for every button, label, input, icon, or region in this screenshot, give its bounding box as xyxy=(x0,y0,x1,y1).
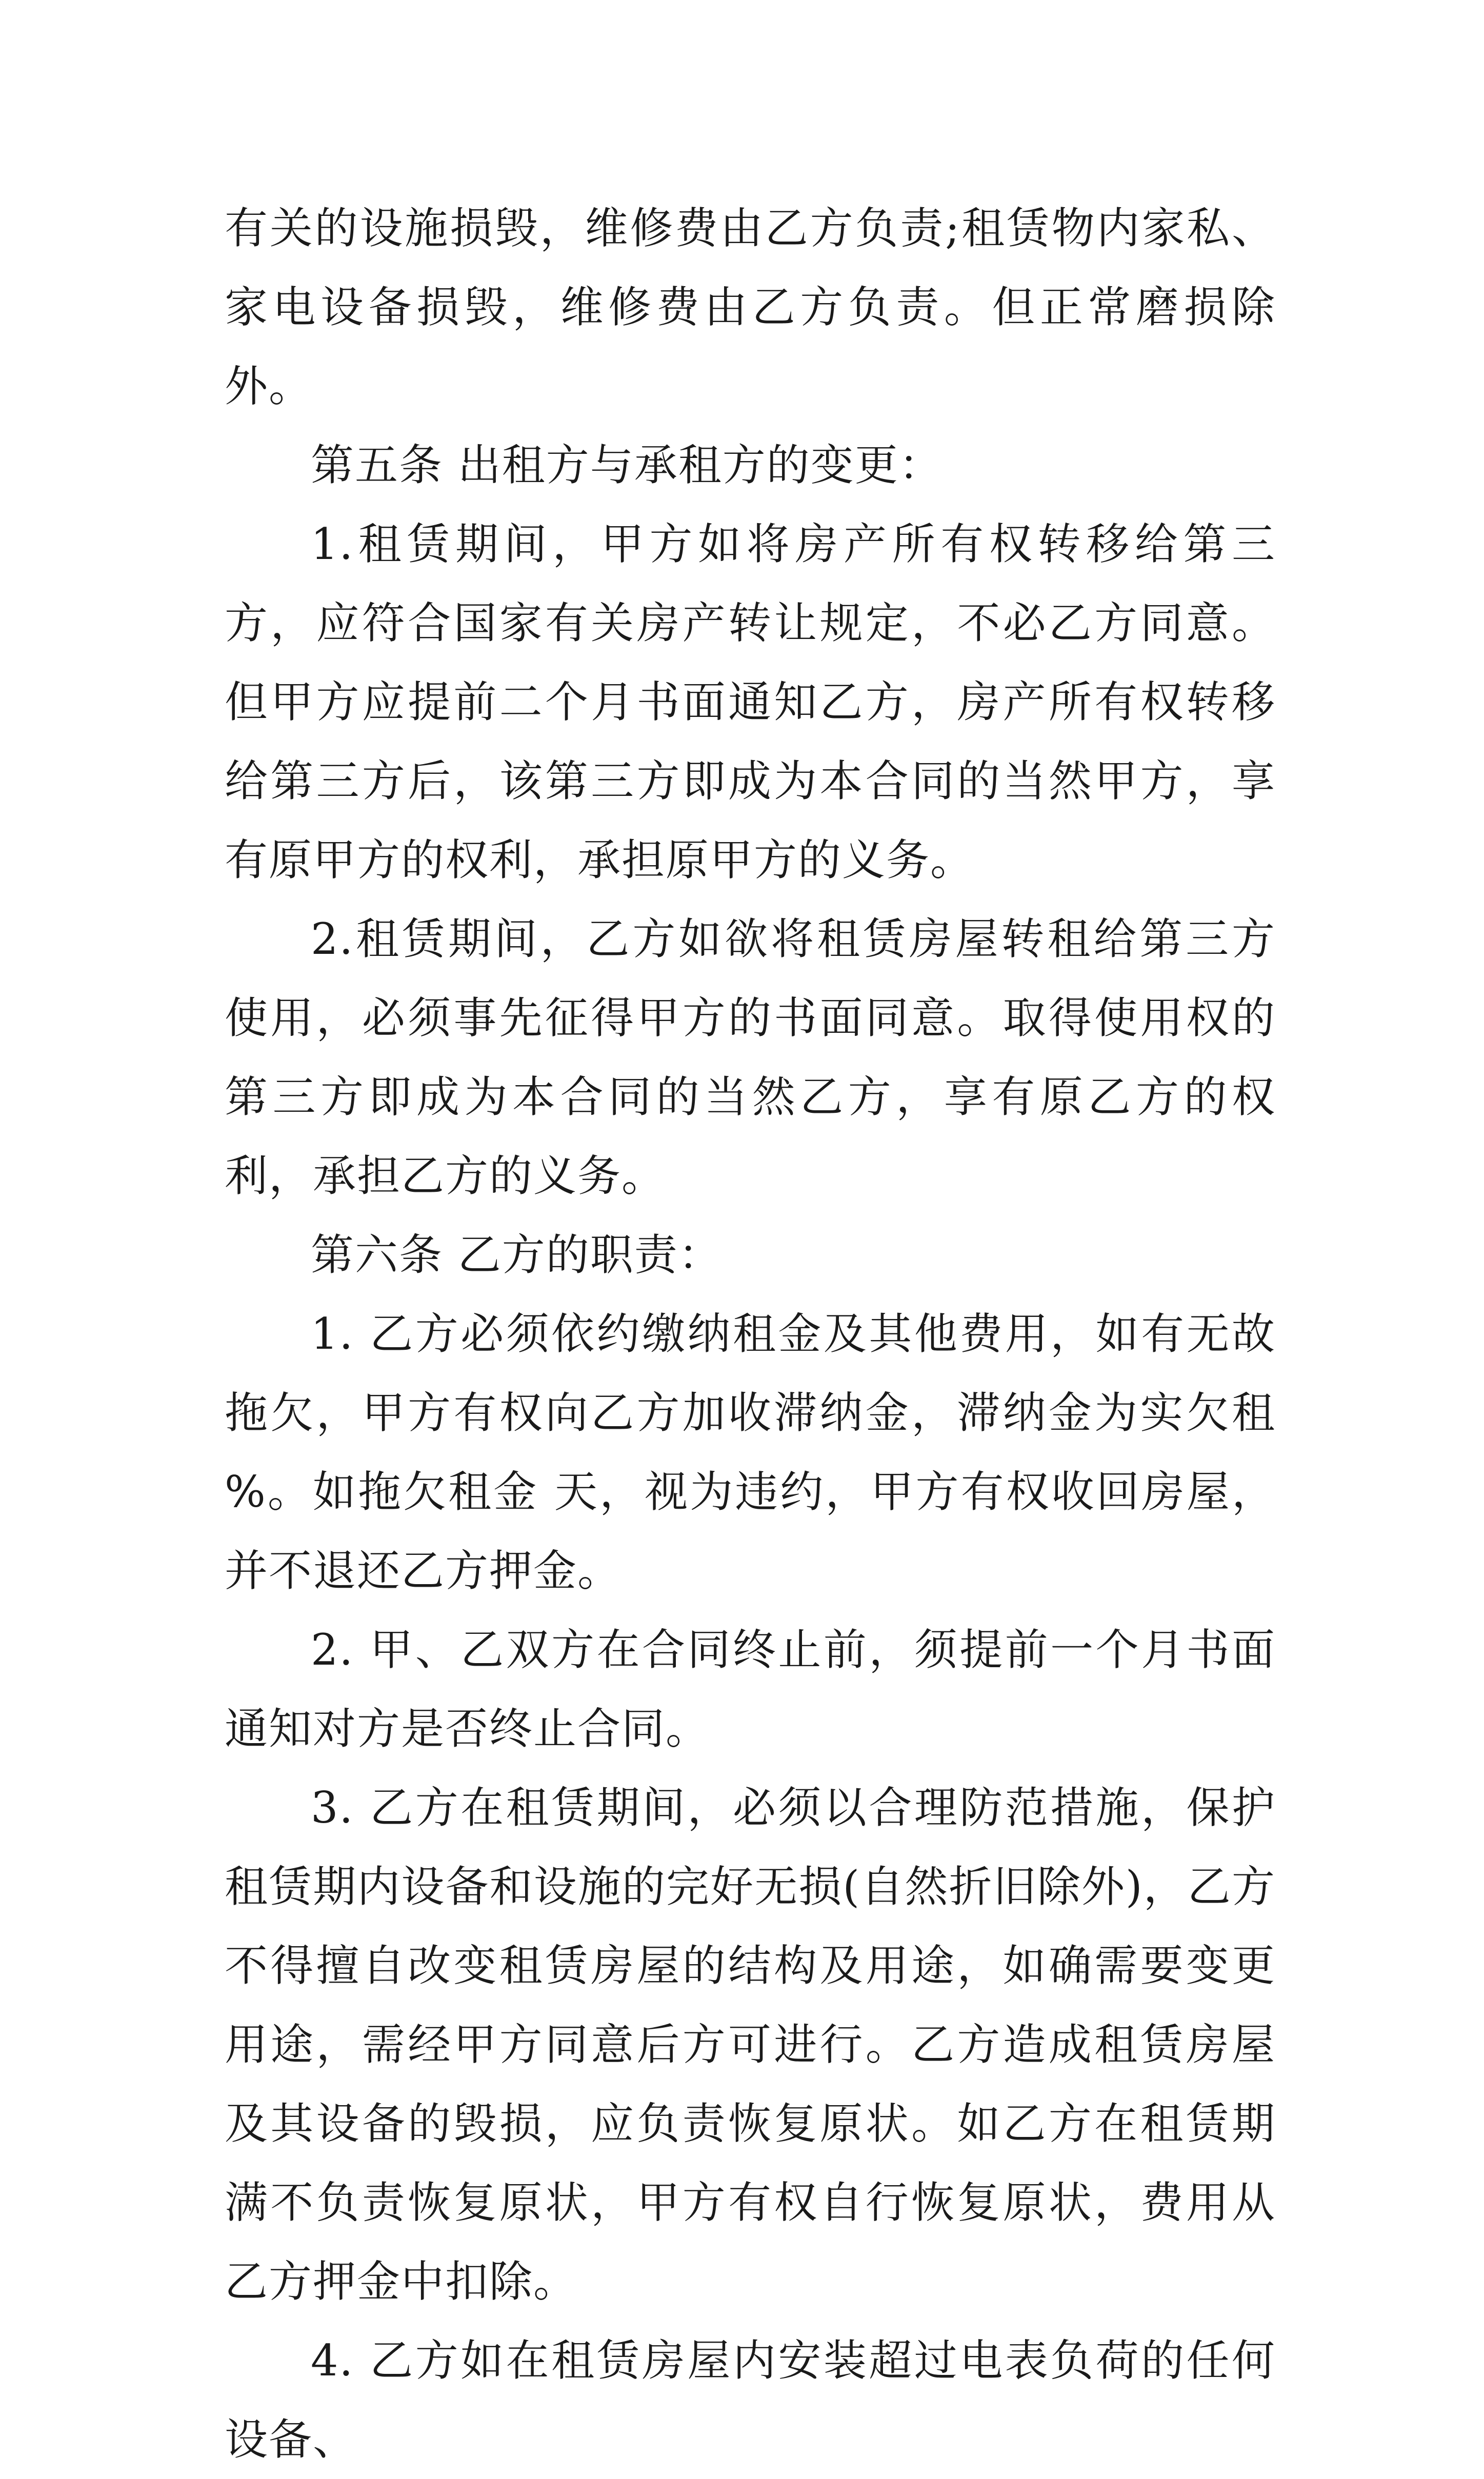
article-6-clause-1: 1. 乙方必须依约缴纳租金及其他费用，如有无故拖欠，甲方有权向乙方加收滞纳金，滞纳金为实欠租 %。如拖欠租金 天，视为违约，甲方有权收回房屋，并不退还乙方押金。 xyxy=(225,1309,1276,1596)
article-6-clause-4: 4. 乙方如在租赁房屋内安装超过电表负荷的任何设备、 xyxy=(225,2335,1276,2465)
article-6-heading: 第六条 乙方的职责： xyxy=(311,1230,723,1280)
article-5-heading: 第五条 出租方与承租方的变更： xyxy=(311,440,943,490)
article-6-clause-2: 2. 甲、乙双方在合同终止前，须提前一个月书面通知对方是否终止合同。 xyxy=(225,1625,1276,1754)
article-5-clause-2: 2.租赁期间，乙方如欲将租赁房屋转租给第三方使用，必须事先征得甲方的书面同意。取得使用权的第三方即成为本合同的当然乙方，享有原乙方的权利，承担乙方的义务。 xyxy=(225,914,1276,1201)
article-5-clause-1: 1.租赁期间，甲方如将房产所有权转移给第三方，应符合国家有关房产转让规定，不必乙方同意。但甲方应提前二个月书面通知乙方，房产所有权转移给第三方后，该第三方即成为本合同的当然甲方，享有原甲方的权利，承担原甲方的义务。 xyxy=(225,519,1276,885)
article-6-clause-3: 3. 乙方在租赁期间，必须以合理防范措施，保护租赁期内设备和设施的完好无损(自然折旧除外)，乙方不得擅自改变租赁房屋的结构及用途，如确需要变更用途，需经甲方同意后方可进行。乙方造成租赁房屋及其设备的毁损，应负责恢复原状。如乙方在租赁期满不负责恢复原状，甲方有权自行恢复原状，费用从乙方押金中扣除。 xyxy=(225,1783,1276,2307)
paragraph-continued-repair-costs: 有关的设施损毁，维修费由乙方负责;租赁物内家私、家电设备损毁，维修费由乙方负责。但正常磨损除外。 xyxy=(225,203,1276,411)
document-body xyxy=(225,189,1276,2479)
